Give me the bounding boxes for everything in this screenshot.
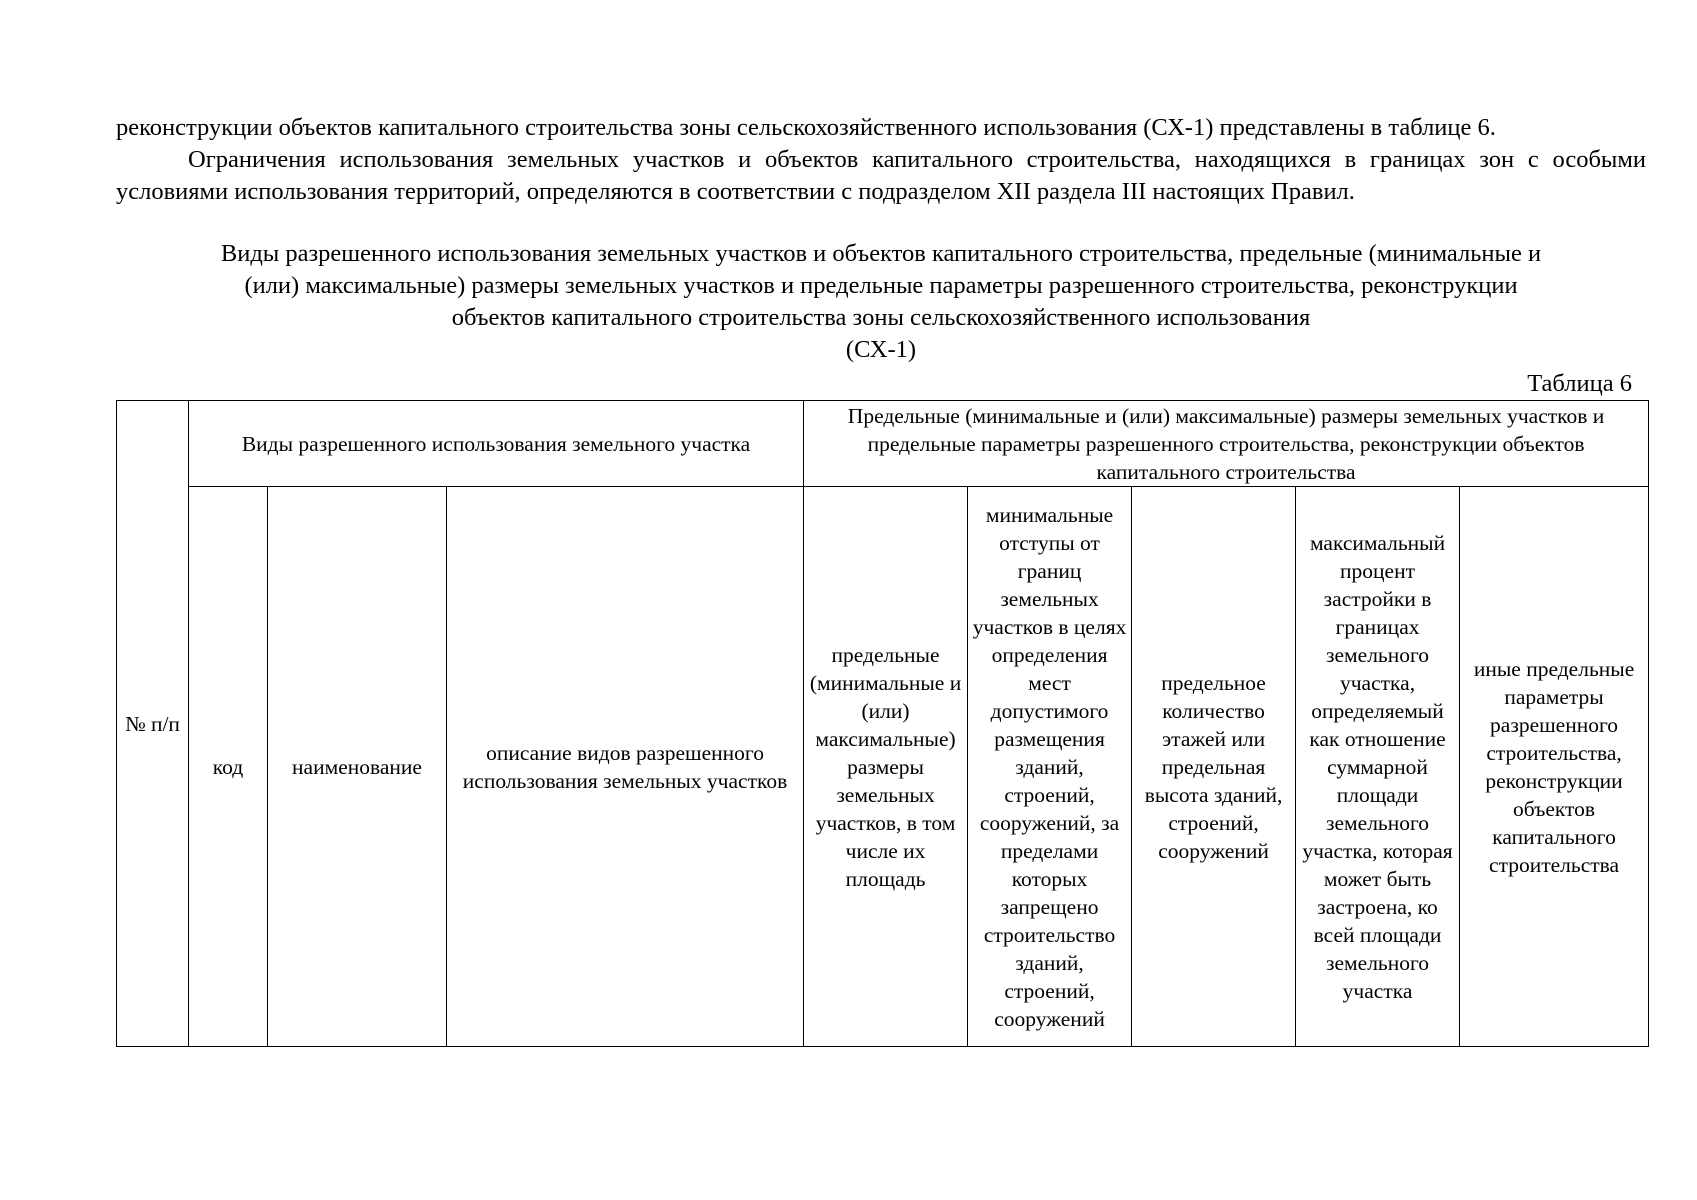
header-sizes: предельные (минимальные и (или) максимальные) размеры земельных участков, в том числе их площадь [804,487,968,1047]
document-page [116,112,1646,1047]
table-header-row-2 [117,487,1649,1047]
header-description: описание видов разрешенного использования земельных участков [447,487,804,1047]
header-group-land-use: Виды разрешенного использования земельного участка [189,401,804,487]
table-number-label: Таблица 6 [1527,370,1632,397]
header-name: наименование [268,487,447,1047]
header-coverage: максимальный процент застройки в границах земельного участка, определяемый как отношение суммарной площади земельного участка, которая может быть застроена, ко всей площади земельного участка [1296,487,1460,1047]
table-header-row-1 [117,401,1649,487]
header-floors: предельное количество этажей или предельная высота зданий, строений, сооружений [1132,487,1296,1047]
header-group-limits: Предельные (минимальные и (или) максимальные) размеры земельных участков и предельные параметры разрешенного строительства, реконструкции объектов капитального строительства [804,401,1649,487]
table-title-line-1: Виды разрешенного использования земельных участков и объектов капитального строительства, предельные (минимальные и [220,240,1542,267]
intro-paragraph-2: Ограничения использования земельных участков и объектов капитального строительства, находящихся в границах зон с особыми условиями использования территорий, определяются в соответствии с подразделом XII раздела III настоящих Правил. [116,146,1646,205]
table-title-line-2: (или) максимальные) размеры земельных участков и предельные параметры разрешенного строительства, реконструкции [244,272,1518,299]
table-title-line-3: объектов капитального строительства зоны сельскохозяйственного использования [451,304,1311,331]
header-setbacks: минимальные отступы от границ земельных участков в целях определения мест допустимого размещения зданий, строений, сооружений, за пределами которых запрещено строительство зданий, строений, сооружений [968,487,1132,1047]
table-title [116,238,1646,366]
zoning-table [116,400,1649,1047]
intro-paragraph-1: реконструкции объектов капитального строительства зоны сельскохозяйственного использования (СХ-1) представлены в таблице 6. [116,114,1496,141]
table-title-line-4: (СХ-1) [845,336,917,363]
header-code: код [189,487,268,1047]
header-other-params: иные предельные параметры разрешенного строительства, реконструкции объектов капитального строительства [1460,487,1649,1047]
header-number: № п/п [117,401,189,1047]
